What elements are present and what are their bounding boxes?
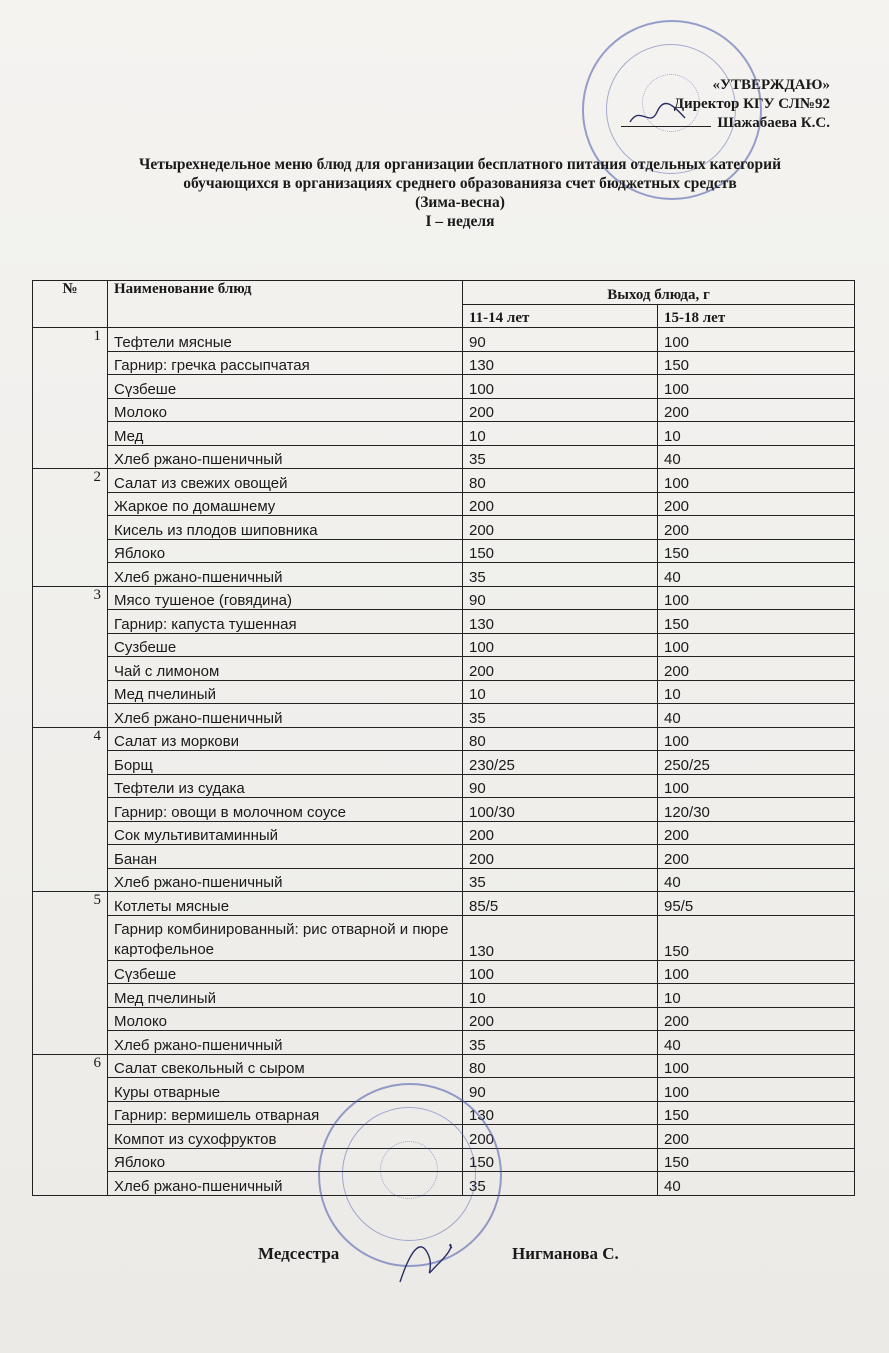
dish-name: Банан xyxy=(108,845,463,869)
table-row xyxy=(33,610,855,634)
document-title: Четырехнедельное меню блюд для организации бесплатного питания отдельных категорий обучающихся в организациях среднего образованияза счет бюджетных средств (Зима-весна) I – неделя xyxy=(138,156,782,230)
menu-table xyxy=(32,280,855,1196)
table-row xyxy=(33,375,855,399)
portion-11-14: 80 xyxy=(463,469,658,493)
portion-15-18: 100 xyxy=(658,1078,855,1102)
table-row xyxy=(33,727,855,751)
portion-15-18: 200 xyxy=(658,821,855,845)
portion-15-18: 200 xyxy=(658,657,855,681)
portion-15-18: 250/25 xyxy=(658,751,855,775)
portion-11-14: 200 xyxy=(463,492,658,516)
dish-name: Молоко xyxy=(108,1007,463,1031)
portion-15-18: 100 xyxy=(658,328,855,352)
dish-name: Мед пчелиный xyxy=(108,680,463,704)
portion-11-14: 90 xyxy=(463,328,658,352)
approval-header: «УТВЕРЖДАЮ» xyxy=(712,77,830,93)
dish-name: Сүзбеше xyxy=(108,960,463,984)
table-row xyxy=(33,960,855,984)
portion-15-18: 95/5 xyxy=(658,892,855,916)
portion-11-14: 100 xyxy=(463,633,658,657)
dish-name: Сок мультивитаминный xyxy=(108,821,463,845)
table-row xyxy=(33,845,855,869)
portion-15-18: 200 xyxy=(658,398,855,422)
col-age1-header: 11-14 лет xyxy=(463,304,658,328)
menu-table-body xyxy=(33,328,855,1196)
table-row xyxy=(33,657,855,681)
dish-name: Хлеб ржано-пшеничный xyxy=(108,1031,463,1055)
portion-11-14: 10 xyxy=(463,422,658,446)
dish-name: Гарнир комбинированный: рис отварной и пюре картофельное xyxy=(108,915,463,960)
dish-name: Хлеб ржано-пшеничный xyxy=(108,1172,463,1196)
portion-11-14: 150 xyxy=(463,539,658,563)
table-row xyxy=(33,328,855,352)
portion-15-18: 100 xyxy=(658,1054,855,1078)
day-number: 3 xyxy=(33,586,108,727)
table-header-row xyxy=(33,281,855,305)
dish-name: Салат из моркови xyxy=(108,727,463,751)
day-number: 5 xyxy=(33,892,108,1055)
table-row xyxy=(33,586,855,610)
portion-11-14: 130 xyxy=(463,351,658,375)
day-number: 1 xyxy=(33,328,108,469)
portion-15-18: 40 xyxy=(658,704,855,728)
dish-name: Салат свекольный с сыром xyxy=(108,1054,463,1078)
portion-11-14: 85/5 xyxy=(463,892,658,916)
portion-11-14: 90 xyxy=(463,1078,658,1102)
table-row xyxy=(33,398,855,422)
nurse-signature xyxy=(390,1232,460,1292)
portion-15-18: 100 xyxy=(658,727,855,751)
portion-15-18: 40 xyxy=(658,445,855,469)
portion-15-18: 100 xyxy=(658,586,855,610)
portion-15-18: 100 xyxy=(658,375,855,399)
portion-15-18: 150 xyxy=(658,915,855,960)
table-row xyxy=(33,915,855,960)
table-row xyxy=(33,422,855,446)
table-row xyxy=(33,351,855,375)
table-row xyxy=(33,563,855,587)
portion-11-14: 35 xyxy=(463,868,658,892)
footer-role: Медсестра xyxy=(258,1244,340,1263)
table-row xyxy=(33,751,855,775)
dish-name: Сүзбеше xyxy=(108,375,463,399)
dish-name: Тефтели из судака xyxy=(108,774,463,798)
portion-15-18: 10 xyxy=(658,984,855,1008)
dish-name: Яблоко xyxy=(108,1148,463,1172)
col-output-header: Выход блюда, г xyxy=(463,281,855,305)
director-signature xyxy=(625,100,695,130)
table-row xyxy=(33,1031,855,1055)
portion-11-14: 90 xyxy=(463,586,658,610)
portion-15-18: 150 xyxy=(658,351,855,375)
portion-11-14: 100 xyxy=(463,960,658,984)
table-row xyxy=(33,680,855,704)
footer-name: Нигманова С. xyxy=(512,1244,619,1263)
portion-15-18: 40 xyxy=(658,563,855,587)
portion-11-14: 130 xyxy=(463,1101,658,1125)
table-row xyxy=(33,798,855,822)
portion-11-14: 200 xyxy=(463,516,658,540)
dish-name: Кисель из плодов шиповника xyxy=(108,516,463,540)
table-row xyxy=(33,984,855,1008)
col-num-header: № xyxy=(33,281,108,328)
portion-11-14: 35 xyxy=(463,704,658,728)
portion-11-14: 80 xyxy=(463,727,658,751)
dish-name: Гарнир: капуста тушенная xyxy=(108,610,463,634)
portion-11-14: 130 xyxy=(463,915,658,960)
portion-11-14: 150 xyxy=(463,1148,658,1172)
dish-name: Куры отварные xyxy=(108,1078,463,1102)
table-row xyxy=(33,469,855,493)
portion-11-14: 100/30 xyxy=(463,798,658,822)
approval-block xyxy=(560,76,830,133)
portion-11-14: 100 xyxy=(463,375,658,399)
portion-15-18: 40 xyxy=(658,1172,855,1196)
table-row xyxy=(33,868,855,892)
portion-15-18: 150 xyxy=(658,539,855,563)
dish-name: Мед xyxy=(108,422,463,446)
dish-name: Салат из свежих овощей xyxy=(108,469,463,493)
day-number: 6 xyxy=(33,1054,108,1195)
dish-name: Чай с лимоном xyxy=(108,657,463,681)
col-name-header: Наименование блюд xyxy=(108,281,463,328)
portion-15-18: 150 xyxy=(658,1148,855,1172)
portion-15-18: 40 xyxy=(658,1031,855,1055)
table-row xyxy=(33,1007,855,1031)
portion-11-14: 130 xyxy=(463,610,658,634)
table-row xyxy=(33,704,855,728)
dish-name: Мясо тушеное (говядина) xyxy=(108,586,463,610)
portion-15-18: 200 xyxy=(658,516,855,540)
portion-15-18: 40 xyxy=(658,868,855,892)
dish-name: Хлеб ржано-пшеничный xyxy=(108,704,463,728)
portion-11-14: 35 xyxy=(463,563,658,587)
dish-name: Борщ xyxy=(108,751,463,775)
dish-name: Гарнир: вермишель отварная xyxy=(108,1101,463,1125)
table-row xyxy=(33,539,855,563)
portion-15-18: 200 xyxy=(658,1007,855,1031)
portion-15-18: 10 xyxy=(658,680,855,704)
portion-15-18: 120/30 xyxy=(658,798,855,822)
dish-name: Хлеб ржано-пшеничный xyxy=(108,563,463,587)
portion-15-18: 200 xyxy=(658,492,855,516)
approval-signatory: Шажабаева К.С. xyxy=(560,114,830,133)
day-number: 4 xyxy=(33,727,108,892)
portion-15-18: 100 xyxy=(658,633,855,657)
dish-name: Молоко xyxy=(108,398,463,422)
dish-name: Яблоко xyxy=(108,539,463,563)
table-row xyxy=(33,516,855,540)
portion-15-18: 100 xyxy=(658,774,855,798)
table-row xyxy=(33,821,855,845)
dish-name: Сузбеше xyxy=(108,633,463,657)
portion-11-14: 35 xyxy=(463,445,658,469)
dish-name: Мед пчелиный xyxy=(108,984,463,1008)
table-row xyxy=(33,633,855,657)
portion-11-14: 200 xyxy=(463,1007,658,1031)
table-row xyxy=(33,492,855,516)
portion-15-18: 200 xyxy=(658,845,855,869)
portion-11-14: 200 xyxy=(463,398,658,422)
portion-11-14: 230/25 xyxy=(463,751,658,775)
dish-name: Хлеб ржано-пшеничный xyxy=(108,868,463,892)
portion-11-14: 35 xyxy=(463,1031,658,1055)
col-age2-header: 15-18 лет xyxy=(658,304,855,328)
table-row xyxy=(33,1054,855,1078)
table-row xyxy=(33,445,855,469)
dish-name: Жаркое по домашнему xyxy=(108,492,463,516)
portion-11-14: 90 xyxy=(463,774,658,798)
dish-name: Хлеб ржано-пшеничный xyxy=(108,445,463,469)
portion-11-14: 200 xyxy=(463,1125,658,1149)
table-row xyxy=(33,774,855,798)
dish-name: Гарнир: овощи в молочном соусе xyxy=(108,798,463,822)
portion-15-18: 100 xyxy=(658,960,855,984)
portion-11-14: 200 xyxy=(463,845,658,869)
dish-name: Компот из сухофруктов xyxy=(108,1125,463,1149)
portion-15-18: 100 xyxy=(658,469,855,493)
table-row xyxy=(33,892,855,916)
portion-15-18: 150 xyxy=(658,1101,855,1125)
portion-15-18: 200 xyxy=(658,1125,855,1149)
portion-11-14: 10 xyxy=(463,680,658,704)
dish-name: Котлеты мясные xyxy=(108,892,463,916)
dish-name: Гарнир: гречка рассыпчатая xyxy=(108,351,463,375)
portion-11-14: 80 xyxy=(463,1054,658,1078)
portion-11-14: 10 xyxy=(463,984,658,1008)
portion-11-14: 200 xyxy=(463,657,658,681)
dish-name: Тефтели мясные xyxy=(108,328,463,352)
portion-11-14: 200 xyxy=(463,821,658,845)
portion-11-14: 35 xyxy=(463,1172,658,1196)
portion-15-18: 10 xyxy=(658,422,855,446)
approval-position: Директор КГУ СЛ№92 xyxy=(673,96,830,112)
day-number: 2 xyxy=(33,469,108,587)
portion-15-18: 150 xyxy=(658,610,855,634)
